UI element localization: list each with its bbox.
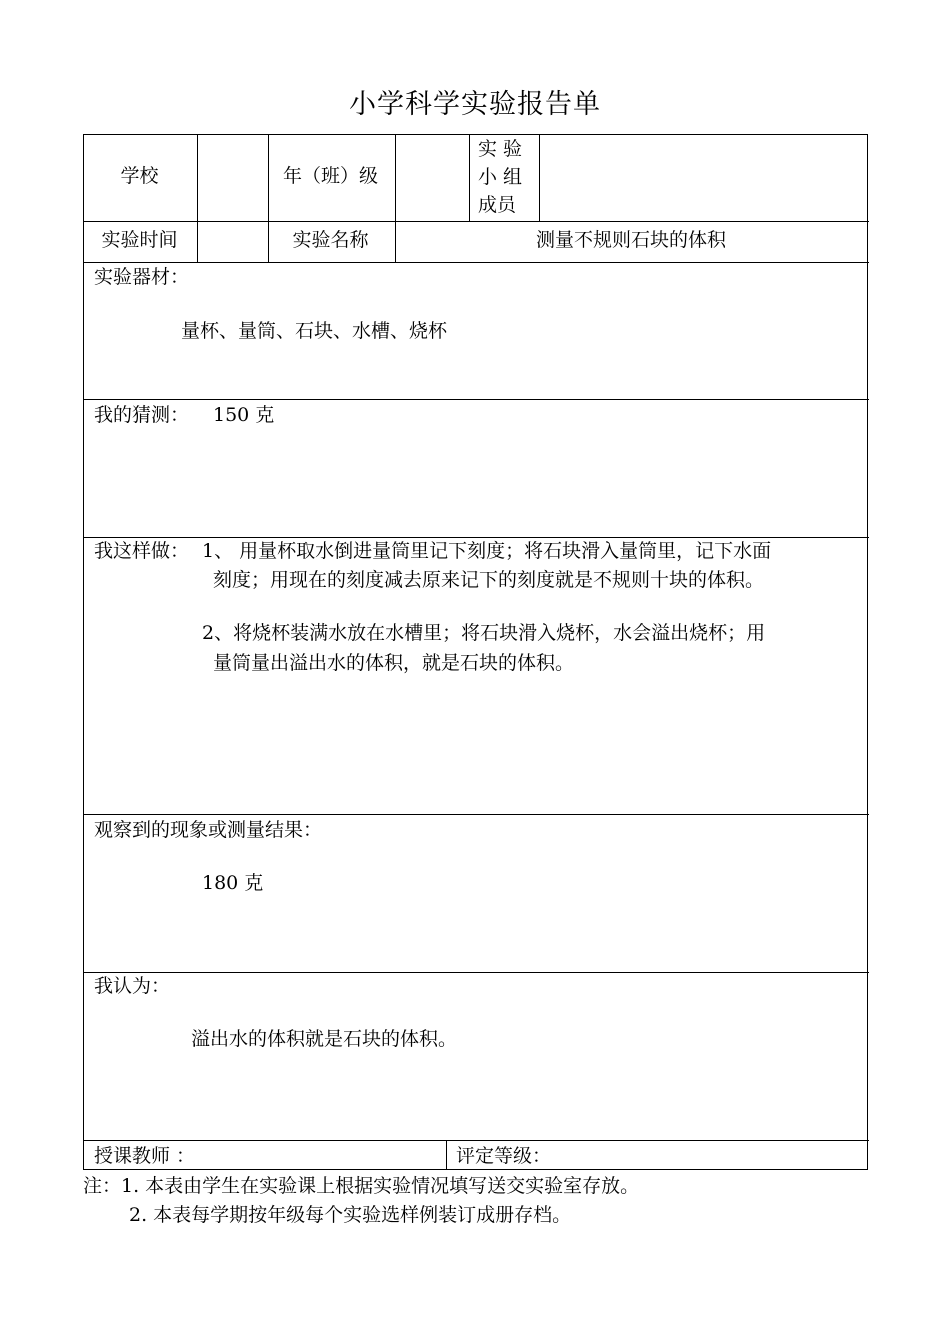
note-line-2: 2. 本表每学期按年级每个实验选样例装订成册存档。 bbox=[129, 1204, 572, 1226]
teacher-label: 授课教师 ： bbox=[94, 1145, 196, 1167]
group-label-line2: 小 组 bbox=[478, 166, 523, 188]
equipment-content: 量杯、量筒、石块、水槽、烧杯 bbox=[181, 320, 448, 342]
experiment-name-value: 测量不规则石块的体积 bbox=[535, 229, 726, 251]
col-divider-4 bbox=[469, 135, 470, 221]
page-title: 小学科学实验报告单 bbox=[349, 89, 601, 120]
conclusion-content: 溢出水的体积就是石块的体积。 bbox=[191, 1028, 458, 1050]
row-divider-5 bbox=[84, 814, 869, 815]
method-step1-line2: 刻度；用现在的刻度减去原来记下的刻度就是不规则十块的体积。 bbox=[213, 569, 765, 591]
row-divider-4 bbox=[84, 537, 869, 538]
method-label: 我这样做： bbox=[94, 540, 190, 562]
footer-divider bbox=[446, 1140, 447, 1170]
col-divider-1 bbox=[197, 135, 198, 262]
note-line-1: 注：1. 本表由学生在实验课上根据实验情况填写送交实验室存放。 bbox=[83, 1175, 640, 1197]
guess-label: 我的猜测： bbox=[94, 404, 190, 426]
experiment-time-label: 实验时间 bbox=[101, 229, 178, 251]
experiment-name-label: 实验名称 bbox=[292, 229, 369, 251]
method-step2-line2: 量筒量出溢出水的体积，就是石块的体积。 bbox=[213, 652, 575, 674]
row-divider-3 bbox=[84, 399, 869, 400]
observation-content: 180 克 bbox=[202, 872, 264, 894]
col-divider-5 bbox=[539, 135, 540, 221]
method-step1-line1: 1、 用量杯取水倒进量筒里记下刻度；将石块滑入量筒里，记下水面 bbox=[202, 540, 772, 562]
group-label-line1: 实 验 bbox=[478, 138, 523, 160]
row-divider-7 bbox=[84, 1140, 869, 1141]
method-step2-line1: 2、将烧杯装满水放在水槽里；将石块滑入烧杯，水会溢出烧杯；用 bbox=[202, 622, 766, 644]
grade-class-label: 年（班）级 bbox=[282, 165, 378, 187]
row-divider-2 bbox=[84, 262, 869, 263]
observation-label: 观察到的现象或测量结果： bbox=[94, 819, 323, 841]
row-divider-1 bbox=[84, 221, 869, 222]
equipment-label: 实验器材： bbox=[94, 266, 190, 288]
conclusion-label: 我认为： bbox=[94, 975, 171, 997]
group-label-line3: 成员 bbox=[478, 194, 517, 216]
row-divider-6 bbox=[84, 972, 869, 973]
school-label: 学校 bbox=[120, 165, 159, 187]
guess-content: 150 克 bbox=[213, 404, 275, 426]
evaluation-grade-label: 评定等级： bbox=[456, 1145, 552, 1167]
